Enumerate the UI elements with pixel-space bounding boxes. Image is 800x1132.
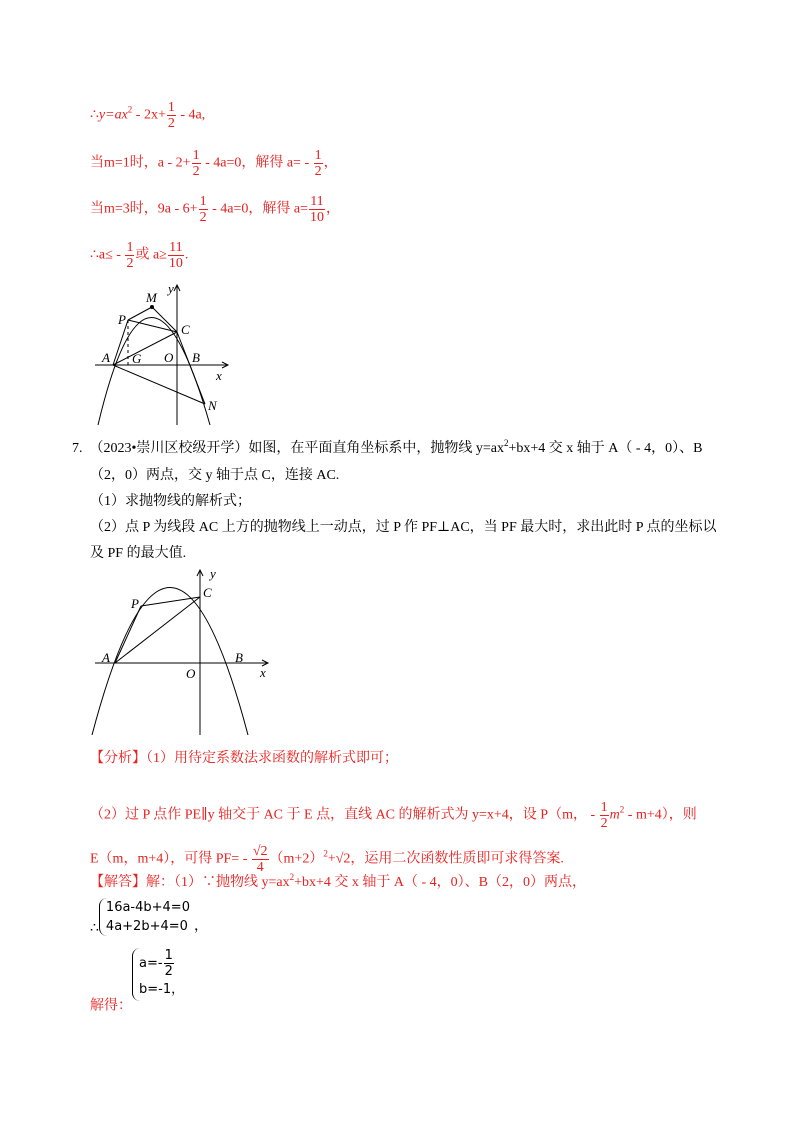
label-a: A [102,350,110,365]
label-b: B [235,650,243,665]
problem-7-question-2: （2）点 P 为线段 AC 上方的抛物线上一动点，过 P 作 PF⊥AC，当 PF 最大时，求出此时 P 点的坐标以 [90,520,717,535]
prev-solution-line-2: 当m=1时，a - 2+ $\frac{1}{2}$ - 4a=0，解得 a= - $\frac{1}{2}$ ， [90,148,338,179]
label-o: O [186,666,196,681]
equation-system: ∴16a-4b+4=0 4a+2b+4=0 ， [90,900,208,937]
solution-result: 解得：a=- $\frac{1}{2}$ b=-1， [90,948,188,1016]
label-o: O [164,350,174,365]
analysis-line-1: 【分析】（1）用待定系数法求函数的解析式即可； [90,751,398,766]
label-c: C [203,585,212,600]
fraction: $\frac{1}{2}$ [164,948,173,979]
label-m: M [146,290,157,305]
label-x: x [216,368,222,383]
system-brace: 16a-4b+4=0 4a+2b+4=0 [99,898,194,936]
label-p: P [118,312,126,327]
fraction: $\frac{1}{2}$ [199,194,207,225]
prev-solution-line-1: $\therefore y=ax^2 - 2x+$ $\frac{1}{2}$ - 4a, [90,100,206,131]
segment-an [113,365,205,404]
label-y: y [210,566,216,581]
label-b: B [192,350,200,365]
label-y: y [168,281,174,296]
fraction: $\frac{√2}{4}$ [252,844,268,875]
solution-line-1: 【解答】解：（1）∵抛物线 $y=ax^2+bx+4$ 交 x 轴于 A（ - 4，0）、B（2，0）两点， [90,872,587,890]
fraction: $\frac{1}{2}$ [192,148,200,179]
analysis-line-2: （2）过 P 点作 PE∥y 轴交于 AC 于 E 点，直线 AC 的解析式为 y=x+4，设 P（m， - $\frac{1}{2}$ $m^2 - m+4$），则 [90,800,697,831]
parabola-figure-1 [88,280,238,430]
problem-7-stem: 7. （2023•崇川区校级开学）如图，在平面直角坐标系中，抛物线 $y=ax^2+bx+4$ 交 x 轴于 A（ - 4，0）、B [72,438,703,456]
fraction: $\frac{1}{2}$ [314,148,322,179]
label-g: G [132,351,142,366]
label-c: C [181,322,190,337]
segment-pc [141,597,200,606]
label-a: A [102,650,110,665]
label-x: x [260,665,266,680]
segment-ap [115,606,141,663]
prev-solution-line-4: ∴a≤ - $\frac{1}{2}$ 或 a≥ $\frac{11}{10}$ . [90,240,189,271]
parabola-figure-2 [88,565,278,735]
fraction: $\frac{1}{2}$ [167,100,175,131]
point-m [150,305,154,309]
result-brace: a=- $\frac{1}{2}$ b=-1， [132,948,188,1001]
problem-7-stem-line-2: （2，0）两点，交 y 轴于点 C，连接 AC. [90,468,340,483]
fraction: $\frac{11}{10}$ [309,194,324,225]
problem-7-question-1: （1）求抛物线的解析式； [90,494,251,509]
fraction: $\frac{1}{2}$ [600,800,608,831]
solution-tag: 【解答】 [90,875,146,890]
problem-7-question-2-cont: 及 PF 的最大值. [90,546,187,561]
prev-solution-line-3: 当m=3时，9a - 6+ $\frac{1}{2}$ - 4a=0，解得 a= $\frac{11}{10}$ ， [90,194,340,225]
analysis-tag: 【分析】 [90,751,146,766]
label-n: N [208,398,217,413]
fraction: $\frac{1}{2}$ [126,240,134,271]
segment-cn [177,332,205,404]
fraction: $\frac{11}{10}$ [168,240,183,271]
analysis-line-3: E（m，m+4），可得 PF= - $\frac{√2}{4}$ $(m+2)^2+√2$，运用二次函数性质即可求得答案. [90,844,564,875]
label-p: P [131,596,139,611]
segment-mc [152,307,177,332]
parabola-curve [98,318,210,426]
